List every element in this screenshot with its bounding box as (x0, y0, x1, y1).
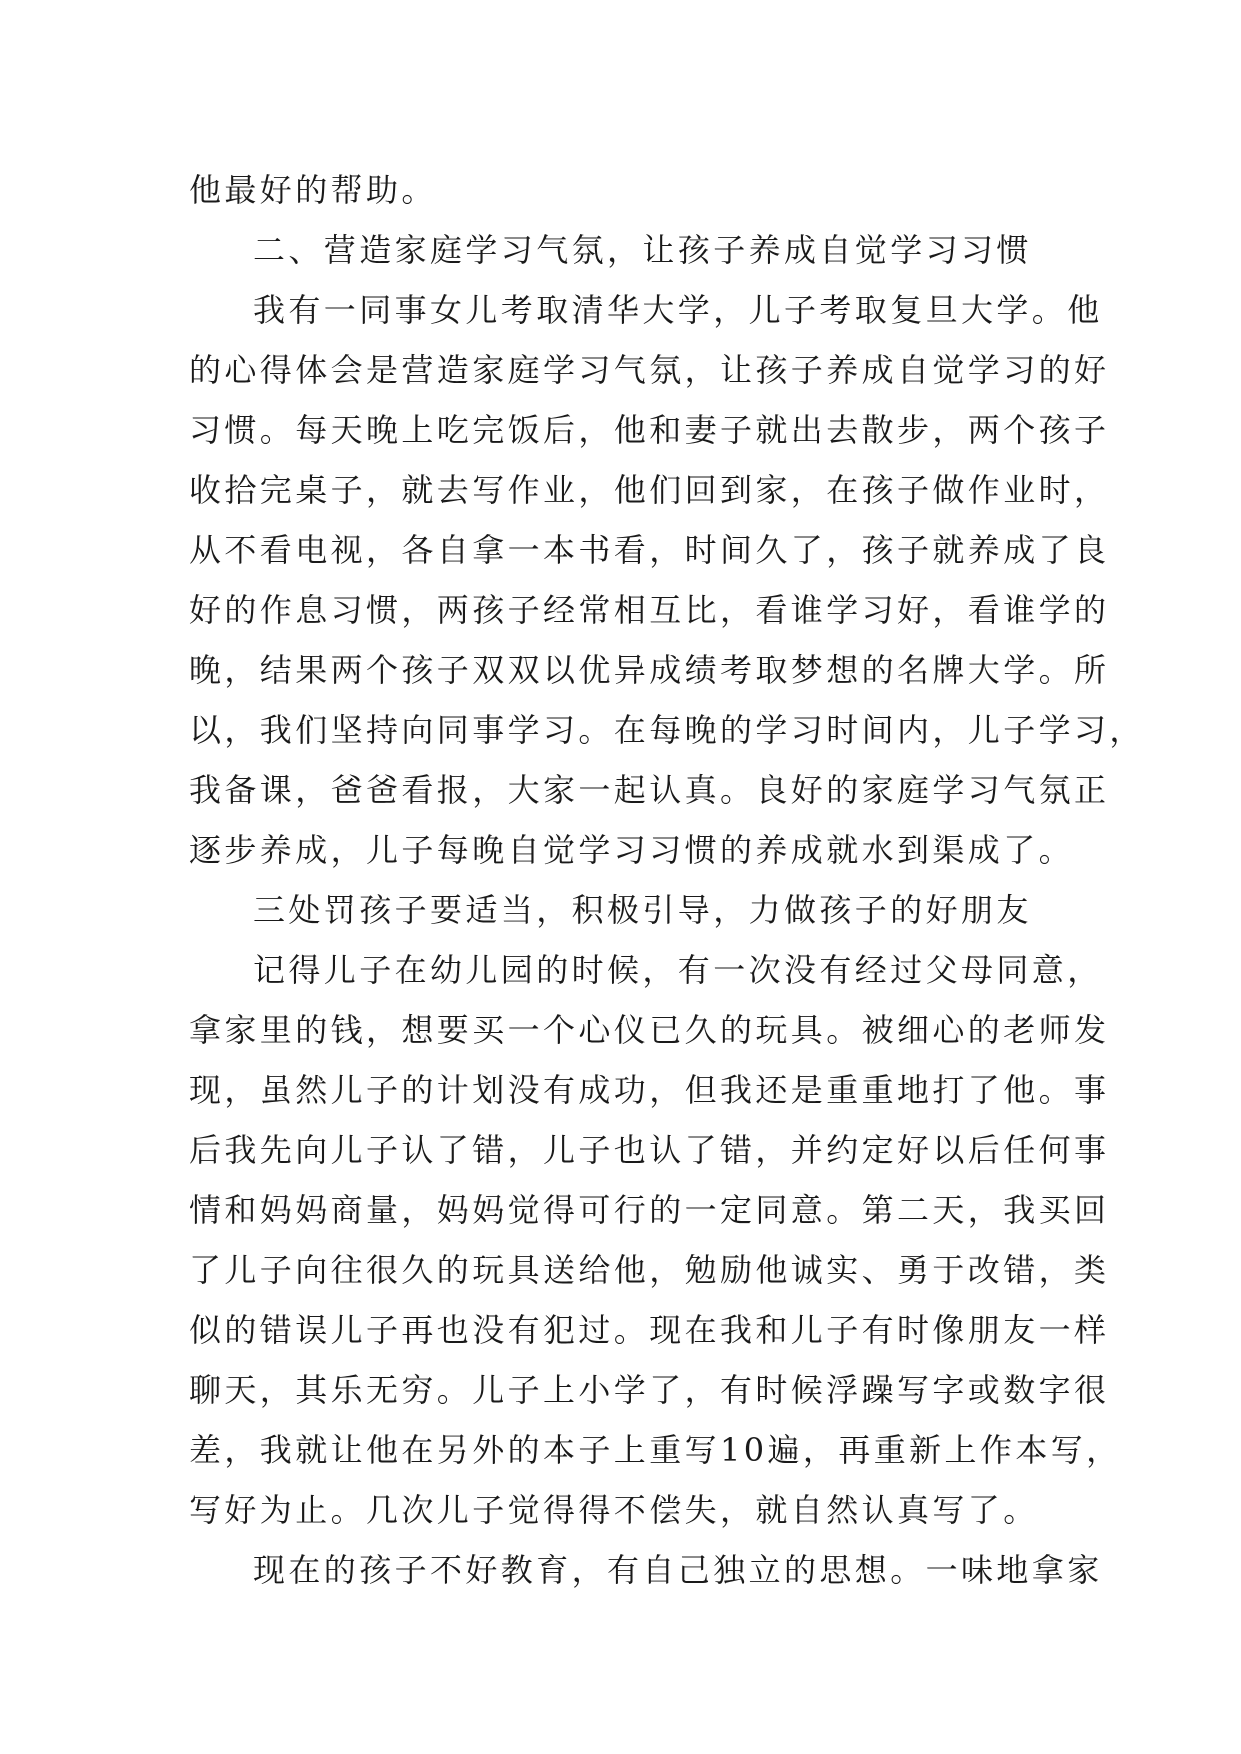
paragraph-line: 我备课，爸爸看报，大家一起认真。良好的家庭学习气氛正 (189, 771, 1110, 809)
paragraph-line: 的心得体会是营造家庭学习气氛，让孩子养成自觉学习的好 (189, 351, 1110, 389)
document-body (189, 160, 1145, 1600)
paragraph-line: 现在的孩子不好教育，有自己独立的思想。一味地拿家 (253, 1551, 1103, 1589)
paragraph-line: 情和妈妈商量，妈妈觉得可行的一定同意。第二天，我买回 (189, 1191, 1110, 1229)
paragraph-line: 拿家里的钱，想要买一个心仪已久的玩具。被细心的老师发 (189, 1011, 1110, 1049)
paragraph-line: 以，我们坚持向同事学习。在每晚的学习时间内，儿子学习， (189, 711, 1145, 749)
paragraph-line: 写好为止。几次儿子觉得得不偿失，就自然认真写了。 (189, 1491, 1039, 1529)
paragraph-line: 习惯。每天晚上吃完饭后，他和妻子就出去散步，两个孩子 (189, 411, 1110, 449)
paragraph-line: 我有一同事女儿考取清华大学，儿子考取复旦大学。他 (253, 291, 1103, 329)
paragraph-line: 现，虽然儿子的计划没有成功，但我还是重重地打了他。事 (189, 1071, 1110, 1109)
paragraph-line: 晚，结果两个孩子双双以优异成绩考取梦想的名牌大学。所 (189, 651, 1110, 689)
section-heading: 二、营造家庭学习气氛，让孩子养成自觉学习习惯 (253, 231, 1032, 269)
paragraph-line: 似的错误儿子再也没有犯过。现在我和儿子有时像朋友一样 (189, 1311, 1110, 1349)
paragraph-line: 聊天，其乐无穷。儿子上小学了，有时候浮躁写字或数字很 (189, 1371, 1110, 1409)
paragraph-line: 好的作息习惯，两孩子经常相互比，看谁学习好，看谁学的 (189, 591, 1110, 629)
paragraph-line: 逐步养成，儿子每晚自觉学习习惯的养成就水到渠成了。 (189, 831, 1075, 869)
section-heading: 三处罚孩子要适当，积极引导，力做孩子的好朋友 (253, 891, 1032, 929)
paragraph-line: 差，我就让他在另外的本子上重写10遍，再重新上作本写， (189, 1431, 1122, 1469)
paragraph-line: 了儿子向往很久的玩具送给他，勉励他诚实、勇于改错，类 (189, 1251, 1110, 1289)
paragraph-line: 收拾完桌子，就去写作业，他们回到家，在孩子做作业时， (189, 471, 1110, 509)
paragraph-line: 他最好的帮助。 (189, 171, 437, 209)
paragraph-line: 后我先向儿子认了错，儿子也认了错，并约定好以后任何事 (189, 1131, 1110, 1169)
paragraph-line: 记得儿子在幼儿园的时候，有一次没有经过父母同意， (253, 951, 1103, 989)
paragraph-line: 从不看电视，各自拿一本书看，时间久了，孩子就养成了良 (189, 531, 1110, 569)
